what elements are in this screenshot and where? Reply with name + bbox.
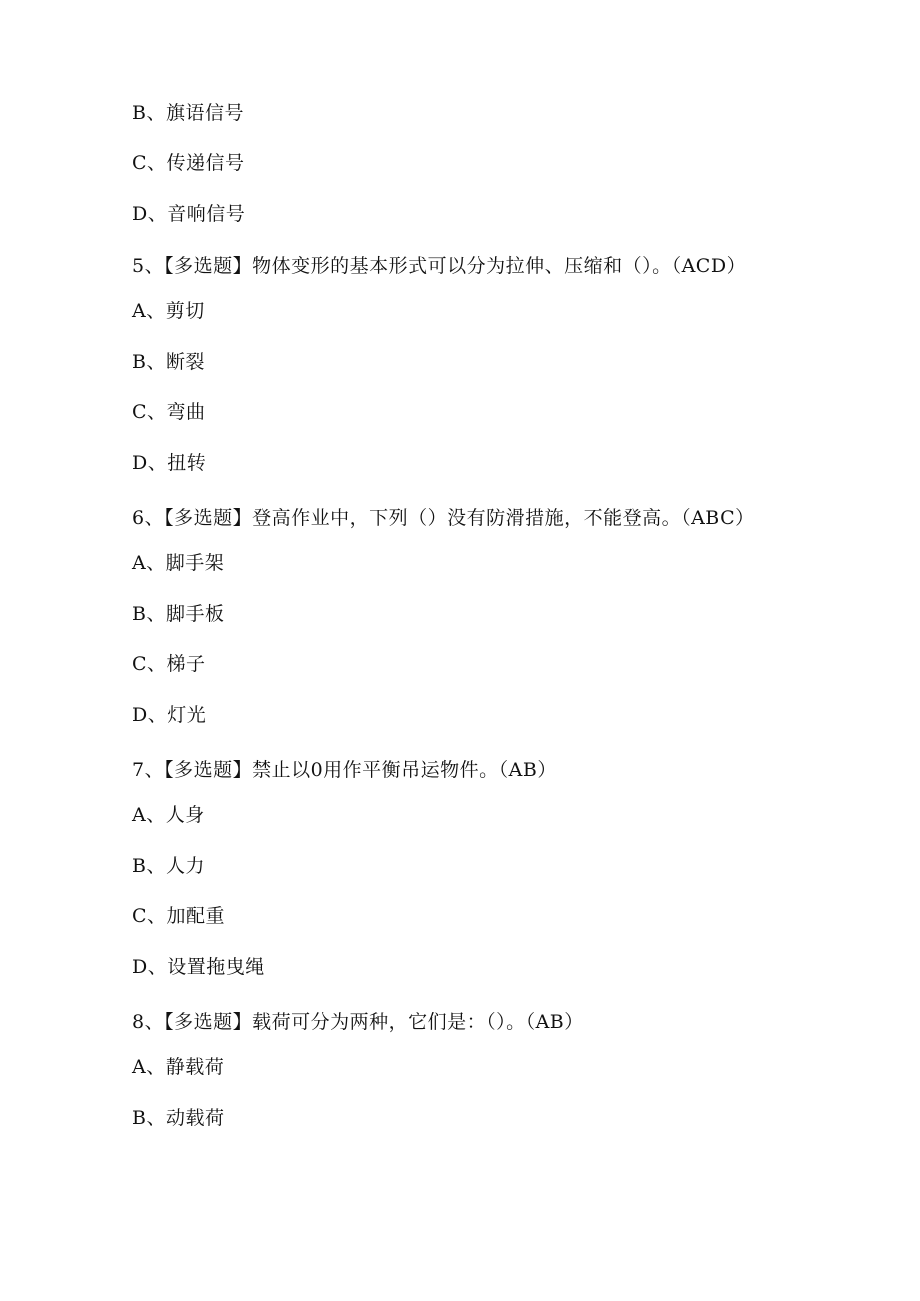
option-b-q7: B、人力 bbox=[132, 855, 205, 877]
question-7: 7、【多选题】禁止以0用作平衡吊运物件。（AB） bbox=[132, 759, 557, 781]
option-b-q4: B、旗语信号 bbox=[132, 102, 244, 124]
option-d-q7: D、设置拖曳绳 bbox=[132, 956, 265, 978]
option-a-q6: A、脚手架 bbox=[132, 552, 225, 574]
option-c-q4: C、传递信号 bbox=[132, 152, 245, 174]
option-c-q6: C、梯子 bbox=[132, 653, 206, 675]
option-d-q6: D、灯光 bbox=[132, 704, 207, 726]
option-a-q7: A、人身 bbox=[132, 804, 205, 826]
option-d-q5: D、扭转 bbox=[132, 452, 207, 474]
option-b-q6: B、脚手板 bbox=[132, 603, 225, 625]
option-b-q8: B、动载荷 bbox=[132, 1107, 225, 1129]
option-c-q5: C、弯曲 bbox=[132, 401, 206, 423]
question-6: 6、【多选题】登高作业中，下列（）没有防滑措施，不能登高。（ABC） bbox=[132, 507, 755, 529]
option-c-q7: C、加配重 bbox=[132, 905, 226, 927]
question-8: 8、【多选题】载荷可分为两种，它们是：（）。（AB） bbox=[132, 1011, 584, 1033]
question-5: 5、【多选题】物体变形的基本形式可以分为拉伸、压缩和（）。（ACD） bbox=[132, 255, 747, 277]
option-d-q4: D、音响信号 bbox=[132, 203, 246, 225]
option-a-q5: A、剪切 bbox=[132, 300, 205, 322]
option-b-q5: B、断裂 bbox=[132, 351, 205, 373]
option-a-q8: A、静载荷 bbox=[132, 1056, 225, 1078]
